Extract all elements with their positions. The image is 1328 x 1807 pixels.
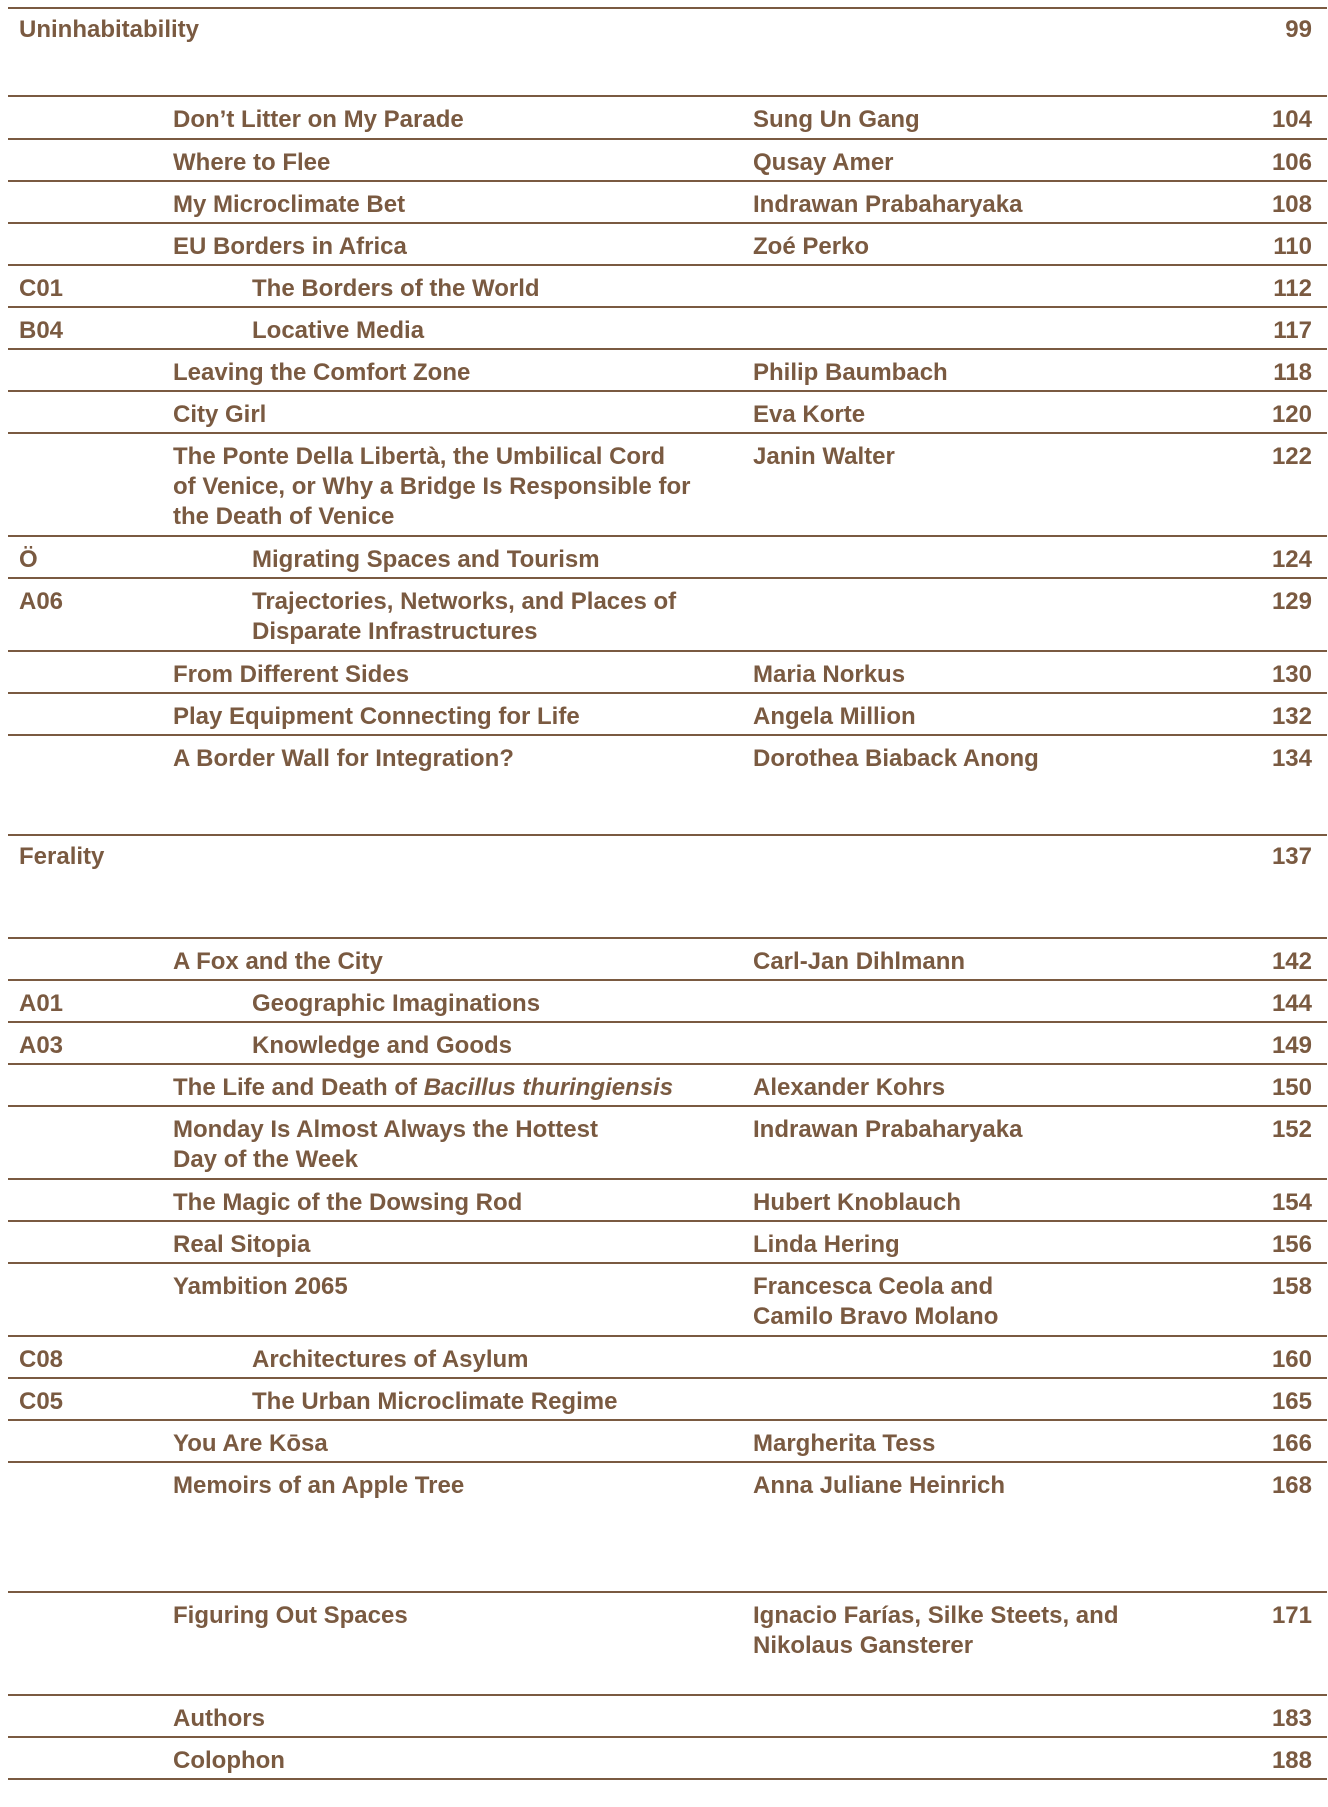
chapter-code: C05 (19, 1388, 64, 1415)
toc-entry[interactable] (8, 1736, 1327, 1780)
entry-title: Trajectories, Networks, and Places of Disparate Infrastructures (252, 588, 677, 645)
entry-page-number: 106 (1271, 149, 1312, 176)
entry-page-number: 108 (1271, 191, 1312, 218)
chapter-code: C01 (19, 275, 64, 302)
entry-title: EU Borders in Africa (173, 233, 407, 260)
entry-title: Memoirs of an Apple Tree (173, 1472, 465, 1499)
entry-title: Colophon (173, 1747, 285, 1774)
entry-title: Leaving the Comfort Zone (173, 359, 471, 386)
entry-page-number: 171 (1271, 1602, 1312, 1629)
chapter-code: Ö (19, 546, 38, 573)
entry-author: Margherita Tess (753, 1430, 936, 1457)
toc-entry[interactable] (8, 650, 1327, 692)
entry-page-number: 152 (1271, 1116, 1312, 1143)
section-title: Ferality (19, 843, 105, 870)
entry-title: Monday Is Almost Always the Hottest Day of the Week (173, 1116, 598, 1173)
toc-entry[interactable] (8, 390, 1327, 432)
toc-entry[interactable] (8, 95, 1327, 138)
chapter-code: A03 (19, 1032, 64, 1059)
toc-entry[interactable] (8, 1178, 1327, 1220)
entry-page-number: 129 (1271, 588, 1312, 615)
entry-author: Angela Million (753, 703, 916, 730)
toc-entry[interactable] (8, 1694, 1327, 1736)
section-heading-row[interactable] (8, 834, 1327, 937)
chapter-code: C08 (19, 1346, 64, 1373)
entry-title: The Ponte Della Libertà, the Umbilical Cord of Venice, or Why a Bridge Is Responsible for the Death of Venice (173, 443, 691, 530)
entry-page-number: 120 (1271, 401, 1312, 428)
entry-page-number: 142 (1271, 948, 1312, 975)
entry-title: A Border Wall for Integration? (173, 745, 514, 772)
entry-author: Indrawan Prabaharyaka (753, 1116, 1023, 1143)
entry-page-number: 158 (1271, 1273, 1312, 1300)
entry-author: Eva Korte (753, 401, 866, 428)
entry-title-italic: Bacillus thuringiensis (423, 1074, 674, 1101)
entry-page-number: 165 (1271, 1388, 1312, 1415)
entry-page-number: 112 (1273, 275, 1312, 302)
entry-page-number: 166 (1271, 1430, 1312, 1457)
toc-entry-chapter[interactable] (8, 1021, 1327, 1063)
entry-title: Authors (173, 1705, 265, 1732)
entry-author: Hubert Knoblauch (753, 1189, 961, 1216)
entry-title-prefix: The Life and Death of (173, 1074, 424, 1101)
entry-title: Locative Media (252, 317, 425, 344)
entry-title (173, 1073, 693, 1103)
entry-author: Indrawan Prabaharyaka (753, 191, 1023, 218)
entry-author: Francesca Ceola and Camilo Bravo Molano (753, 1273, 999, 1330)
entry-title: The Urban Microclimate Regime (252, 1388, 618, 1415)
chapter-code: A06 (19, 588, 64, 615)
entry-title: Real Sitopia (173, 1231, 311, 1258)
entry-title: Architectures of Asylum (252, 1346, 529, 1373)
toc-entry-chapter[interactable] (8, 264, 1327, 306)
entry-title: A Fox and the City (173, 948, 383, 975)
entry-title: You Are Kōsa (173, 1430, 328, 1457)
toc-entry[interactable] (8, 180, 1327, 222)
toc-entry[interactable] (8, 432, 1327, 535)
toc-entry-chapter[interactable] (8, 1377, 1327, 1419)
chapter-code: A01 (19, 990, 64, 1017)
toc-entry[interactable] (8, 1262, 1327, 1335)
toc-entry[interactable] (8, 1220, 1327, 1262)
toc-entry[interactable] (8, 348, 1327, 390)
toc-entry-chapter[interactable] (8, 306, 1327, 348)
entry-page-number: 118 (1273, 359, 1312, 386)
chapter-code: B04 (19, 317, 64, 344)
toc-entry[interactable] (8, 1105, 1327, 1178)
entry-title: The Borders of the World (252, 275, 540, 302)
toc-entry[interactable] (8, 1591, 1327, 1694)
toc-entry[interactable] (8, 222, 1327, 264)
entry-title: Yambition 2065 (173, 1273, 348, 1300)
entry-page-number: 134 (1271, 745, 1312, 772)
entry-title: From Different Sides (173, 661, 410, 688)
entry-page-number: 150 (1271, 1074, 1312, 1101)
entry-author: Zoé Perko (753, 233, 870, 260)
entry-page-number: 104 (1271, 106, 1312, 133)
entry-page-number: 144 (1271, 990, 1312, 1017)
toc-entry[interactable] (8, 937, 1327, 979)
entry-page-number: 156 (1271, 1231, 1312, 1258)
entry-author: Maria Norkus (753, 661, 906, 688)
table-of-contents (8, 7, 1327, 1780)
entry-title: Geographic Imaginations (252, 990, 541, 1017)
entry-page-number: 160 (1271, 1346, 1312, 1373)
toc-entry-chapter[interactable] (8, 577, 1327, 650)
entry-page-number: 149 (1271, 1032, 1312, 1059)
entry-title: Don’t Litter on My Parade (173, 106, 464, 133)
toc-entry-chapter[interactable] (8, 535, 1327, 577)
entry-author: Anna Juliane Heinrich (753, 1472, 1006, 1499)
entry-author: Alexander Kohrs (753, 1074, 946, 1101)
entry-page-number: 168 (1271, 1472, 1312, 1499)
toc-entry[interactable] (8, 1063, 1327, 1105)
toc-entry-chapter[interactable] (8, 1335, 1327, 1377)
toc-entry[interactable] (8, 734, 1327, 834)
section-heading-row[interactable] (8, 7, 1327, 95)
entry-title: Figuring Out Spaces (173, 1602, 408, 1629)
section-page-number: 137 (1271, 843, 1312, 870)
entry-page-number: 124 (1271, 546, 1312, 573)
entry-author: Ignacio Farías, Silke Steets, and Nikolaus Gansterer (753, 1602, 1119, 1659)
entry-author: Sung Un Gang (753, 106, 920, 133)
entry-author: Philip Baumbach (753, 359, 948, 386)
entry-title: City Girl (173, 401, 267, 428)
entry-author: Dorothea Biaback Anong (753, 745, 1039, 772)
section-page-number: 99 (1285, 16, 1312, 43)
entry-author: Janin Walter (753, 443, 895, 470)
toc-entry[interactable] (8, 1461, 1327, 1591)
toc-entry-chapter[interactable] (8, 979, 1327, 1021)
entry-page-number: 154 (1271, 1189, 1312, 1216)
entry-title: Knowledge and Goods (252, 1032, 513, 1059)
section-title: Uninhabitability (19, 16, 199, 43)
entry-title: My Microclimate Bet (173, 191, 406, 218)
entry-page-number: 132 (1271, 703, 1312, 730)
toc-entry[interactable] (8, 1419, 1327, 1461)
entry-page-number: 188 (1271, 1747, 1312, 1774)
entry-page-number: 122 (1271, 443, 1312, 470)
toc-entry[interactable] (8, 138, 1327, 180)
entry-page-number: 110 (1273, 233, 1312, 260)
entry-author: Qusay Amer (753, 149, 894, 176)
entry-title: Migrating Spaces and Tourism (252, 546, 600, 573)
toc-entry[interactable] (8, 692, 1327, 734)
entry-page-number: 130 (1271, 661, 1312, 688)
entry-page-number: 117 (1273, 317, 1312, 344)
entry-title: Where to Flee (173, 149, 331, 176)
entry-title: The Magic of the Dowsing Rod (173, 1189, 523, 1216)
entry-page-number: 183 (1271, 1705, 1312, 1732)
entry-author: Linda Hering (753, 1231, 900, 1258)
entry-title: Play Equipment Connecting for Life (173, 703, 580, 730)
entry-author: Carl-Jan Dihlmann (753, 948, 966, 975)
